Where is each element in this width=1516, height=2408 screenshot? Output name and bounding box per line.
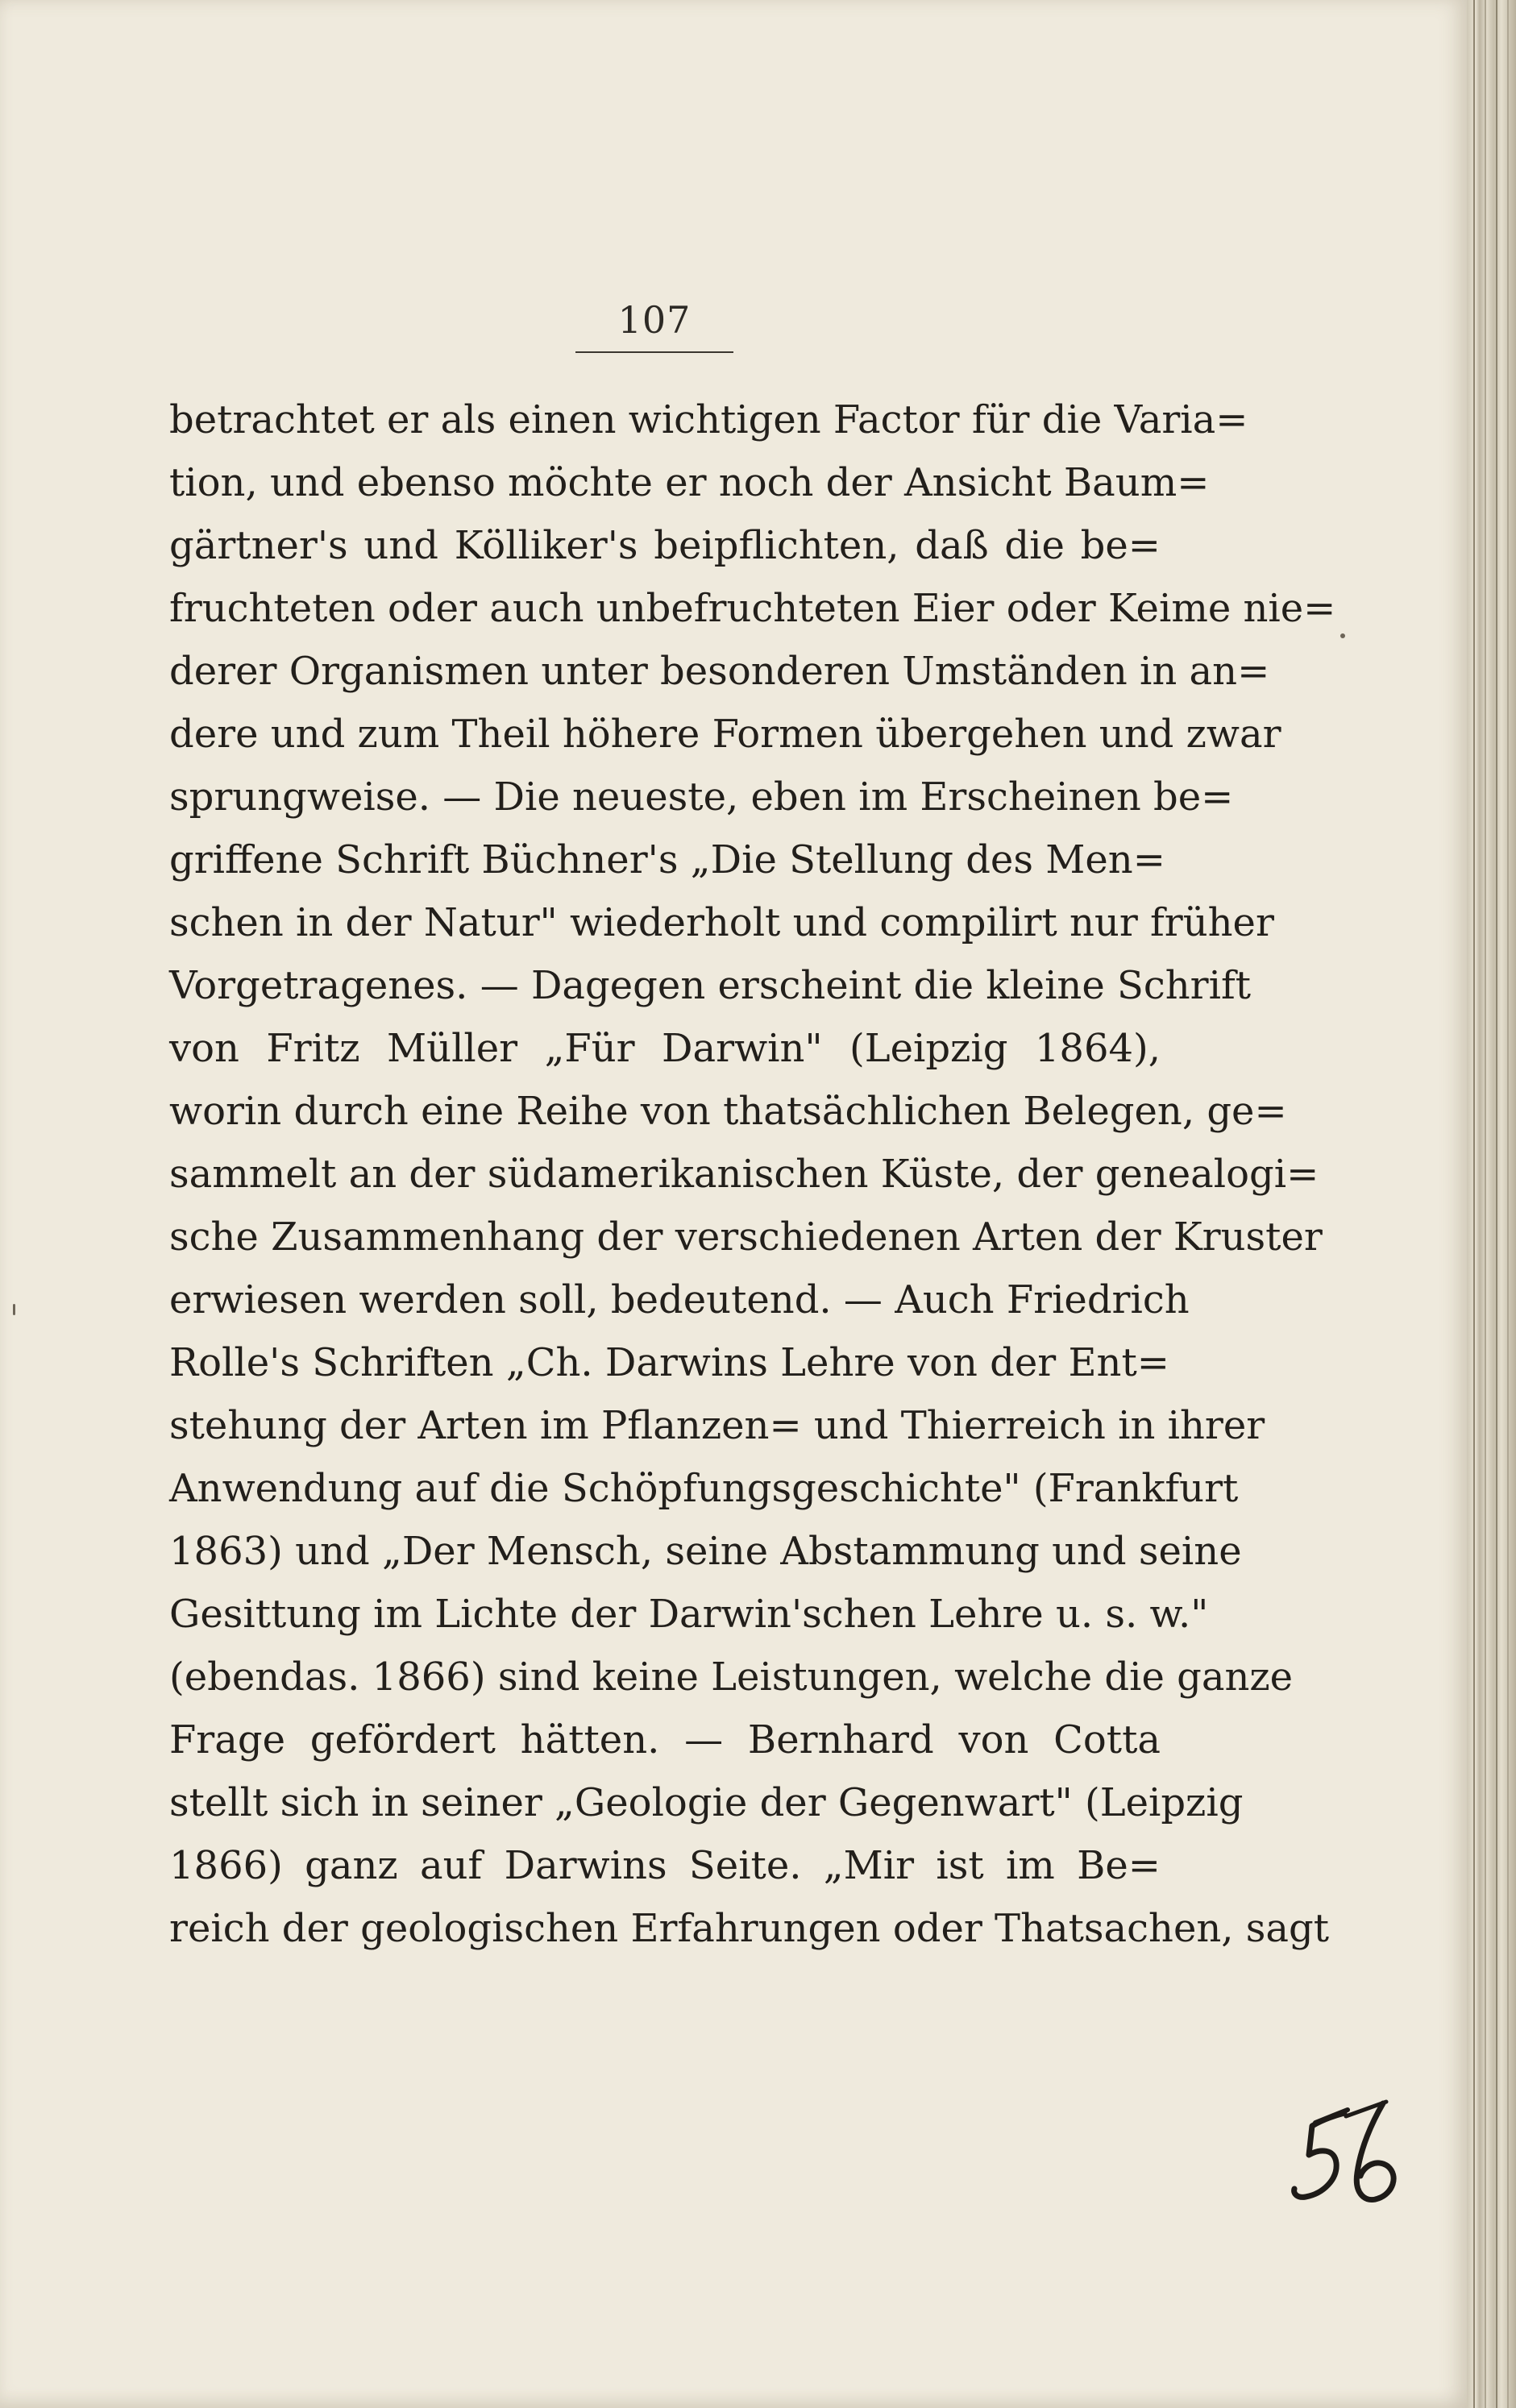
text-line: sprungweise. — Die neueste, eben im Erscheinen be= [169,774,1234,820]
text-line: fruchteten oder auch unbefruchteten Eier oder Keime nie= [169,586,1336,631]
paper-speck [1340,633,1345,638]
text-line: erwiesen werden soll, bedeutend. — Auch Friedrich [169,1277,1190,1322]
text-line: Frage gefördert hätten. — Bernhard von Cotta [169,1717,1161,1762]
text-line: stellt sich in seiner „Geologie der Gegenwart" (Leipzig [169,1780,1244,1825]
text-line: schen in der Natur" wiederholt und compilirt nur früher [169,900,1274,945]
text-line: von Fritz Müller „Für Darwin" (Leipzig 1864), [169,1026,1161,1071]
book-spine-edge [1467,0,1516,2408]
page-number-rule [575,351,733,353]
text-line: stehung der Arten im Pflanzen= und Thierreich in ihrer [169,1403,1265,1448]
text-line: tion, und ebenso möchte er noch der Ansicht Baum= [169,460,1210,505]
text-line: reich der geologischen Erfahrungen oder Thatsachen, sagt [169,1906,1330,1951]
text-line: 1863) und „Der Mensch, seine Abstammung und seine [169,1529,1242,1574]
body-text [169,388,1336,1960]
text-line: Rolle's Schriften „Ch. Darwins Lehre von der Ent= [169,1340,1169,1385]
handwritten-folio-number [1288,2099,1417,2211]
text-line: betrachtet er als einen wichtigen Factor für die Varia= [169,397,1248,442]
text-line: dere und zum Theil höhere Formen übergehen und zwar [169,712,1281,757]
text-line: worin durch eine Reihe von thatsächlichen Belegen, ge= [169,1089,1287,1134]
text-line: 1866) ganz auf Darwins Seite. „Mir ist im Be= [169,1843,1161,1888]
text-line: griffene Schrift Büchner's „Die Stellung des Men= [169,837,1165,882]
text-line: derer Organismen unter besonderen Umständen in an= [169,649,1270,694]
text-line: sammelt an der südamerikanischen Küste, der genealogi= [169,1152,1319,1197]
text-line: Vorgetragenes. — Dagegen erscheint die kleine Schrift [169,963,1252,1008]
page-number: 107 [617,298,692,342]
text-line: sche Zusammenhang der verschiedenen Arten der Kruster [169,1214,1323,1260]
text-line: (ebendas. 1866) sind keine Leistungen, welche die ganze [169,1654,1294,1700]
text-line: Anwendung auf die Schöpfungsgeschichte" (Frankfurt [169,1466,1239,1511]
text-line: gärtner's und Kölliker's beipflichten, daß die be= [169,523,1161,568]
paper-speck [13,1304,15,1315]
handwritten-folio-glyph [1288,2099,1417,2211]
text-line: Gesittung im Lichte der Darwin'schen Lehre u. s. w." [169,1592,1209,1637]
